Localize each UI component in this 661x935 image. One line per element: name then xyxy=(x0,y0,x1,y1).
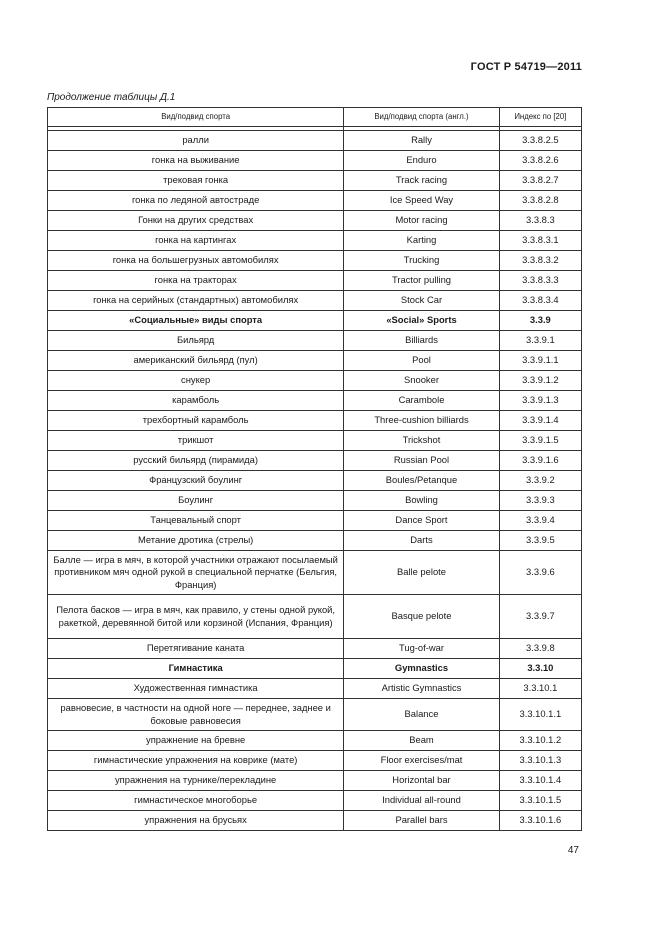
cell-sport-ru: гонка на тракторах xyxy=(48,271,344,291)
cell-sport-en: Rally xyxy=(344,131,499,151)
cell-index: 3.3.9.1.4 xyxy=(499,411,581,431)
cell-sport-ru: Танцевальный спорт xyxy=(48,511,344,531)
cell-sport-en: Dance Sport xyxy=(344,511,499,531)
cell-sport-en: Three-cushion billiards xyxy=(344,411,499,431)
cell-sport-ru: упражнения на брусьях xyxy=(48,811,344,831)
cell-index: 3.3.10.1.3 xyxy=(499,751,581,771)
table-row xyxy=(48,751,582,771)
table-row xyxy=(48,411,582,431)
cell-sport-ru: «Социальные» виды спорта xyxy=(48,311,344,331)
cell-index: 3.3.8.2.6 xyxy=(499,151,581,171)
cell-index: 3.3.9.6 xyxy=(499,551,581,595)
cell-sport-en: Stock Car xyxy=(344,291,499,311)
table-row xyxy=(48,791,582,811)
cell-sport-ru: трехбортный карамболь xyxy=(48,411,344,431)
table-row xyxy=(48,771,582,791)
cell-sport-ru: Пелота басков — игра в мяч, как правило, у стены одной рукой, ракеткой, деревянной битой или корзиной (Испания, Франция) xyxy=(48,595,344,639)
cell-sport-en: Trucking xyxy=(344,251,499,271)
cell-index: 3.3.9.1.1 xyxy=(499,351,581,371)
cell-sport-en: Balance xyxy=(344,699,499,731)
cell-sport-ru: Гимнастика xyxy=(48,659,344,679)
table-row xyxy=(48,471,582,491)
cell-sport-en: Billiards xyxy=(344,331,499,351)
cell-sport-ru: Художественная гимнастика xyxy=(48,679,344,699)
cell-sport-ru: упражнение на бревне xyxy=(48,731,344,751)
cell-sport-en: Karting xyxy=(344,231,499,251)
cell-index: 3.3.9.1.3 xyxy=(499,391,581,411)
column-header-sport-ru: Вид/подвид спорта xyxy=(48,108,344,127)
cell-sport-en: Trickshot xyxy=(344,431,499,451)
cell-index: 3.3.9.7 xyxy=(499,595,581,639)
table-body xyxy=(48,131,582,831)
table-row xyxy=(48,251,582,271)
table-row xyxy=(48,211,582,231)
cell-index: 3.3.8.3.2 xyxy=(499,251,581,271)
cell-sport-ru: трикшот xyxy=(48,431,344,451)
table-row xyxy=(48,171,582,191)
table-row xyxy=(48,371,582,391)
cell-sport-ru: снукер xyxy=(48,371,344,391)
cell-sport-ru: гонка по ледяной автостраде xyxy=(48,191,344,211)
cell-sport-en: Tug-of-war xyxy=(344,639,499,659)
cell-sport-ru: американский бильярд (пул) xyxy=(48,351,344,371)
table-row xyxy=(48,291,582,311)
cell-sport-ru: Перетягивание каната xyxy=(48,639,344,659)
cell-sport-ru: Балле — игра в мяч, в которой участники отражают посылаемый противником мяч одной рукой в специальной перчатке (Бельгия, Франция) xyxy=(48,551,344,595)
cell-index: 3.3.8.2.5 xyxy=(499,131,581,151)
column-header-index: Индекс по [20] xyxy=(499,108,581,127)
column-header-sport-en: Вид/подвид спорта (англ.) xyxy=(344,108,499,127)
table-row xyxy=(48,271,582,291)
cell-index: 3.3.8.3 xyxy=(499,211,581,231)
cell-index: 3.3.9.4 xyxy=(499,511,581,531)
table-row xyxy=(48,531,582,551)
cell-sport-ru: гимнастическое многоборье xyxy=(48,791,344,811)
cell-index: 3.3.8.3.1 xyxy=(499,231,581,251)
cell-index: 3.3.9.1 xyxy=(499,331,581,351)
cell-sport-ru: Гонки на других средствах xyxy=(48,211,344,231)
cell-index: 3.3.8.3.4 xyxy=(499,291,581,311)
cell-index: 3.3.9 xyxy=(499,311,581,331)
cell-index: 3.3.8.3.3 xyxy=(499,271,581,291)
cell-sport-ru: упражнения на турнике/перекладине xyxy=(48,771,344,791)
cell-index: 3.3.9.1.2 xyxy=(499,371,581,391)
cell-index: 3.3.10.1.5 xyxy=(499,791,581,811)
cell-sport-en: Enduro xyxy=(344,151,499,171)
cell-sport-ru: русский бильярд (пирамида) xyxy=(48,451,344,471)
cell-sport-en: Artistic Gymnastics xyxy=(344,679,499,699)
cell-sport-ru: гонка на картингах xyxy=(48,231,344,251)
cell-index: 3.3.10.1.4 xyxy=(499,771,581,791)
cell-sport-en: Bowling xyxy=(344,491,499,511)
cell-sport-en: Parallel bars xyxy=(344,811,499,831)
table-row xyxy=(48,639,582,659)
cell-sport-en: Balle pelote xyxy=(344,551,499,595)
table-caption: Продолжение таблицы Д.1 xyxy=(47,92,176,103)
cell-sport-en: «Social» Sports xyxy=(344,311,499,331)
cell-sport-en: Boules/Petanque xyxy=(344,471,499,491)
cell-sport-ru: карамболь xyxy=(48,391,344,411)
cell-sport-en: Russian Pool xyxy=(344,451,499,471)
cell-index: 3.3.10.1.2 xyxy=(499,731,581,751)
table-row xyxy=(48,491,582,511)
cell-sport-en: Carambole xyxy=(344,391,499,411)
cell-index: 3.3.10.1 xyxy=(499,679,581,699)
cell-sport-ru: Боулинг xyxy=(48,491,344,511)
document-code: ГОСТ Р 54719—2011 xyxy=(470,61,582,73)
table-row xyxy=(48,231,582,251)
table-row xyxy=(48,131,582,151)
cell-index: 3.3.8.2.7 xyxy=(499,171,581,191)
cell-index: 3.3.9.1.6 xyxy=(499,451,581,471)
table-row xyxy=(48,595,582,639)
cell-sport-ru: гонка на серийных (стандартных) автомобилях xyxy=(48,291,344,311)
cell-sport-en: Tractor pulling xyxy=(344,271,499,291)
table-row xyxy=(48,699,582,731)
cell-sport-ru: ралли xyxy=(48,131,344,151)
table-row xyxy=(48,351,582,371)
cell-sport-en: Ice Speed Way xyxy=(344,191,499,211)
cell-sport-en: Horizontal bar xyxy=(344,771,499,791)
cell-sport-ru: Метание дротика (стрелы) xyxy=(48,531,344,551)
cell-sport-en: Pool xyxy=(344,351,499,371)
sports-table xyxy=(47,107,582,831)
table-row xyxy=(48,331,582,351)
cell-sport-ru: равновесие, в частности на одной ноге — переднее, заднее и боковые равновесия xyxy=(48,699,344,731)
table-row xyxy=(48,811,582,831)
cell-sport-ru: гонка на большегрузных автомобилях xyxy=(48,251,344,271)
cell-sport-ru: трековая гонка xyxy=(48,171,344,191)
table-row xyxy=(48,551,582,595)
cell-index: 3.3.10.1.6 xyxy=(499,811,581,831)
table-row xyxy=(48,659,582,679)
cell-index: 3.3.10.1.1 xyxy=(499,699,581,731)
table-row xyxy=(48,511,582,531)
cell-index: 3.3.8.2.8 xyxy=(499,191,581,211)
cell-index: 3.3.9.5 xyxy=(499,531,581,551)
cell-sport-en: Gymnastics xyxy=(344,659,499,679)
cell-sport-ru: Бильярд xyxy=(48,331,344,351)
cell-index: 3.3.9.8 xyxy=(499,639,581,659)
table-row xyxy=(48,679,582,699)
cell-sport-en: Snooker xyxy=(344,371,499,391)
cell-index: 3.3.9.1.5 xyxy=(499,431,581,451)
cell-sport-en: Darts xyxy=(344,531,499,551)
table-header-row xyxy=(48,108,582,127)
table-row xyxy=(48,311,582,331)
cell-sport-en: Track racing xyxy=(344,171,499,191)
table-row xyxy=(48,731,582,751)
table-row xyxy=(48,451,582,471)
cell-index: 3.3.9.2 xyxy=(499,471,581,491)
table-row xyxy=(48,151,582,171)
table-row xyxy=(48,431,582,451)
cell-sport-en: Floor exercises/mat xyxy=(344,751,499,771)
cell-index: 3.3.10 xyxy=(499,659,581,679)
table-row xyxy=(48,391,582,411)
cell-index: 3.3.9.3 xyxy=(499,491,581,511)
cell-sport-en: Basque pelote xyxy=(344,595,499,639)
cell-sport-ru: Французский боулинг xyxy=(48,471,344,491)
table-row xyxy=(48,191,582,211)
cell-sport-en: Individual all-round xyxy=(344,791,499,811)
cell-sport-en: Beam xyxy=(344,731,499,751)
cell-sport-ru: гонка на выживание xyxy=(48,151,344,171)
page-number: 47 xyxy=(567,845,579,856)
cell-sport-ru: гимнастические упражнения на коврике (мате) xyxy=(48,751,344,771)
cell-sport-en: Motor racing xyxy=(344,211,499,231)
